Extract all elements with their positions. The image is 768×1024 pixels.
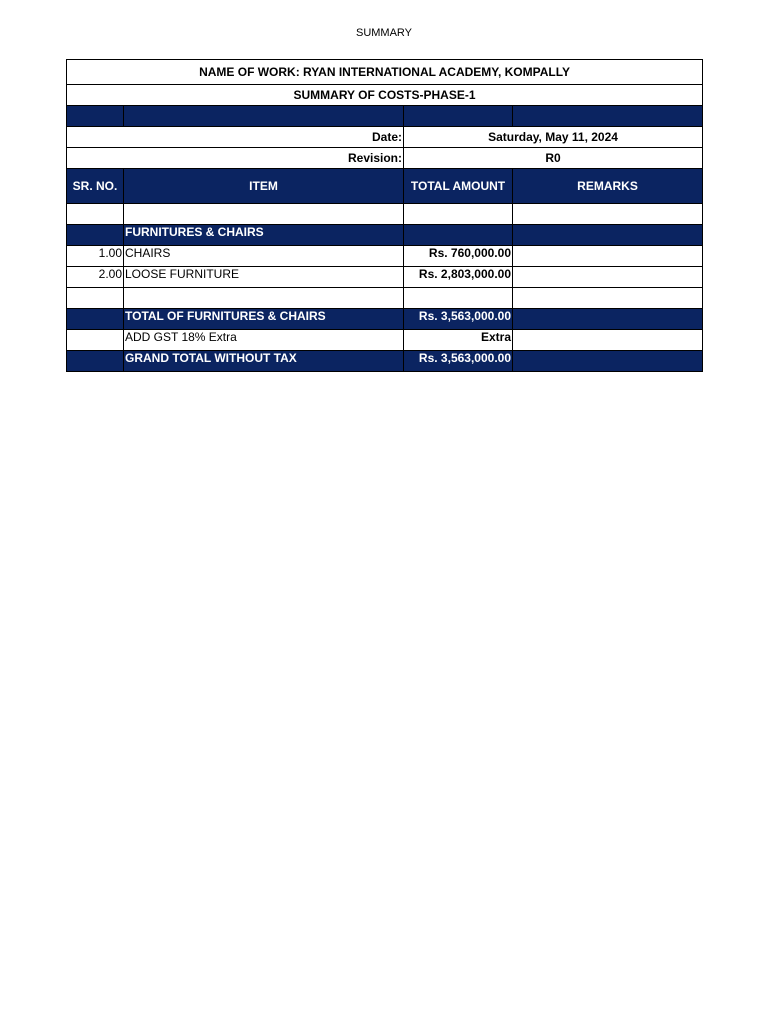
date-label-cell[interactable] <box>67 127 404 148</box>
grand-total-label-cell[interactable] <box>124 351 404 372</box>
section-row <box>67 225 703 246</box>
table-row <box>67 267 703 288</box>
row-remarks-cell[interactable] <box>513 267 703 288</box>
header-remarks-label: REMARKS <box>577 178 638 193</box>
grand-total-sr-cell[interactable] <box>67 351 124 372</box>
summary-subtitle: SUMMARY OF COSTS-PHASE-1 <box>293 88 476 102</box>
blank-row <box>67 288 703 309</box>
grand-total-row <box>67 351 703 372</box>
subtitle-row <box>67 85 703 106</box>
column-header-row <box>67 169 703 204</box>
gst-sr-cell[interactable] <box>67 330 124 351</box>
header-total-amount-label: TOTAL AMOUNT <box>410 178 506 193</box>
work-name: NAME OF WORK: RYAN INTERNATIONAL ACADEMY, KOMPALLY <box>199 65 570 79</box>
section-total-amount: Rs. 3,563,000.00 <box>418 309 511 323</box>
spacer-cell-3[interactable] <box>404 106 513 127</box>
blank-cell-2[interactable] <box>124 204 404 225</box>
summary-table <box>66 59 703 372</box>
section-total-label: TOTAL OF FURNITURES & CHAIRS <box>125 309 326 323</box>
section-total-amount-cell[interactable] <box>404 309 513 330</box>
revision-label-cell[interactable] <box>67 148 404 169</box>
blank-cell-1[interactable] <box>67 204 124 225</box>
header-total-amount[interactable] <box>404 169 513 204</box>
date-label: Date: <box>371 130 402 144</box>
blank-cell-4[interactable] <box>513 288 703 309</box>
date-value-cell[interactable] <box>404 127 703 148</box>
revision-value: R0 <box>545 151 561 165</box>
row-item-cell[interactable] <box>124 246 404 267</box>
work-name-cell[interactable] <box>67 60 703 85</box>
date-row <box>67 127 703 148</box>
grand-total-remarks-cell[interactable] <box>513 351 703 372</box>
gst-row <box>67 330 703 351</box>
row-sr: 1.00 <box>98 246 122 260</box>
section-total-sr-cell[interactable] <box>67 309 124 330</box>
navy-spacer-row <box>67 106 703 127</box>
header-sr-no[interactable] <box>67 169 124 204</box>
section-title: FURNITURES & CHAIRS <box>125 225 264 239</box>
blank-cell-3[interactable] <box>404 288 513 309</box>
section-title-cell[interactable] <box>124 225 404 246</box>
gst-label-cell[interactable] <box>124 330 404 351</box>
gst-amount: Extra <box>480 330 511 344</box>
spacer-cell-1[interactable] <box>67 106 124 127</box>
row-item-cell[interactable] <box>124 267 404 288</box>
row-item: CHAIRS <box>125 246 171 260</box>
gst-label: ADD GST 18% Extra <box>125 330 237 344</box>
header-sr-no-label: SR. NO. <box>72 178 118 193</box>
header-remarks[interactable] <box>513 169 703 204</box>
revision-label: Revision: <box>347 151 402 165</box>
gst-remarks-cell[interactable] <box>513 330 703 351</box>
section-remarks-cell[interactable] <box>513 225 703 246</box>
grand-total-label: GRAND TOTAL WITHOUT TAX <box>125 351 297 365</box>
blank-cell-4[interactable] <box>513 204 703 225</box>
row-amount-cell[interactable] <box>404 246 513 267</box>
page-header: SUMMARY <box>355 27 413 39</box>
row-sr: 2.00 <box>98 267 122 281</box>
grand-total-amount: Rs. 3,563,000.00 <box>418 351 511 365</box>
spacer-cell-2[interactable] <box>124 106 404 127</box>
grand-total-amount-cell[interactable] <box>404 351 513 372</box>
row-amount: Rs. 2,803,000.00 <box>418 267 511 281</box>
section-amount-cell[interactable] <box>404 225 513 246</box>
blank-cell-2[interactable] <box>124 288 404 309</box>
blank-cell-3[interactable] <box>404 204 513 225</box>
row-amount: Rs. 760,000.00 <box>428 246 511 260</box>
row-item: LOOSE FURNITURE <box>125 267 240 281</box>
header-item[interactable] <box>124 169 404 204</box>
row-sr-cell[interactable] <box>67 246 124 267</box>
table-row <box>67 246 703 267</box>
section-total-label-cell[interactable] <box>124 309 404 330</box>
date-value: Saturday, May 11, 2024 <box>488 130 618 144</box>
row-amount-cell[interactable] <box>404 267 513 288</box>
row-remarks-cell[interactable] <box>513 246 703 267</box>
subtitle-cell[interactable] <box>67 85 703 106</box>
spacer-cell-4[interactable] <box>513 106 703 127</box>
blank-row <box>67 204 703 225</box>
revision-row <box>67 148 703 169</box>
gst-amount-cell[interactable] <box>404 330 513 351</box>
row-sr-cell[interactable] <box>67 267 124 288</box>
section-total-row <box>67 309 703 330</box>
revision-value-cell[interactable] <box>404 148 703 169</box>
title-row <box>67 60 703 85</box>
section-sr-cell[interactable] <box>67 225 124 246</box>
blank-cell-1[interactable] <box>67 288 124 309</box>
header-item-label: ITEM <box>249 178 278 193</box>
section-total-remarks-cell[interactable] <box>513 309 703 330</box>
